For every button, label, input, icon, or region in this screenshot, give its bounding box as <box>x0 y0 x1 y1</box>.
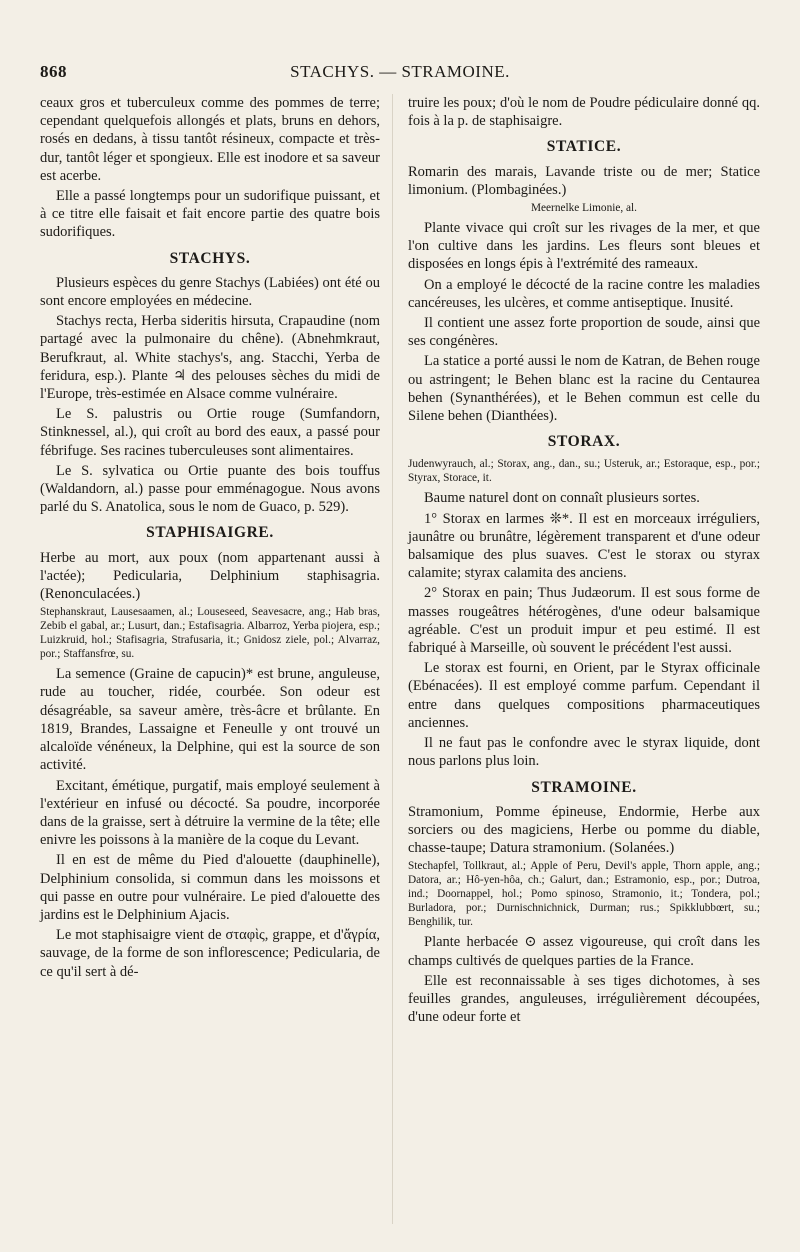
page-header <box>40 62 760 88</box>
paragraph: Stachys recta, Herba sideritis hirsuta, Crapaudine (nom partagé avec la pulmonaire du chêne). (Abnehmkraut, Berufkraut, al. White stachys's, ang. Stacchi, Yerba de feridura, esp.). Plante ♃ des pelouses sèches du midi de l'Europe, très-estimée en Alsace comme vulnéraire. <box>40 313 380 403</box>
paragraph: Le S. palustris ou Ortie rouge (Sumfandorn, Stinknessel, al.), qui croît au bord des eaux, a passé pour fébrifuge. Ses racines tuberculeuses sont alimentaires. <box>40 406 380 459</box>
paragraph: Stramonium, Pomme épineuse, Endormie, Herbe aux sorciers ou des magiciens, Herbe ou pomme du diable, chasse-taupe; Datura stramonium. (Solanées.) <box>408 803 760 857</box>
paragraph: Elle est reconnaissable à ses tiges dichotomes, à ses feuilles grandes, anguleuses, irrégulièrement découpées, d'une odeur forte et <box>408 972 760 1026</box>
paragraph: Il en est de même du Pied d'alouette (dauphinelle), Delphinium consolida, si commun dans les moissons et qui passe en outre pour vulnéraire. Le pied d'alouette des jardins est le Delphinium Ajacis. <box>40 852 380 923</box>
left-column <box>40 94 380 983</box>
paragraph: Le S. sylvatica ou Ortie puante des bois touffus (Waldandorn, al.) passe pour emménagogue. Nous avons parlé du S. Anatolica, sous le nom de Guaco, p. 529). <box>40 462 380 516</box>
paragraph: Plante vivace qui croît sur les rivages de la mer, et que l'on cultive dans les jardins. Les fleurs sont bleues et disposées en longs épis à l'extrémité des rameaux. <box>408 220 760 273</box>
column-gutter <box>392 94 393 1224</box>
right-column <box>408 94 760 1028</box>
paragraph: ceaux gros et tuberculeux comme des pommes de terre; cependant quelquefois allongés et plats, bruns en dehors, rosés en dedans, à tissu tantôt résineux, compacte et très-dur, tantôt léger et spongieux. Elle est inodore et sa saveur est acerbe. <box>40 95 380 184</box>
paragraph: 1° Storax en larmes ❊*. Il est en morceaux irréguliers, jaunâtre ou brunâtre, légèrement transparent et d'une odeur balsamique des plus suaves. C'est le storax ou styrax calamite; styrax calamita des anciens. <box>408 510 760 582</box>
section-heading-statice: STATICE. <box>546 138 622 156</box>
paragraph: Plante herbacée ⊙ assez vigoureuse, qui croît dans les champs cultivés de quelques parties de la France. <box>408 934 760 969</box>
synonyms-block: Judenwyrauch, al.; Storax, ang., dan., su.; Usteruk, ar.; Estoraque, esp., por.; Styrax, Storace, it. <box>408 458 760 485</box>
paragraph: Romarin des marais, Lavande triste ou de mer; Statice limonium. (Plombaginées.) <box>408 163 760 198</box>
paragraph: Herbe au mort, aux poux (nom appartenant aussi à l'actée); Pedicularia, Delphinium staphisagria. (Renonculacées.) <box>40 549 380 603</box>
section-heading-stachys: STACHYS. <box>169 249 251 267</box>
paragraph: La statice a porté aussi le nom de Katran, de Behen rouge ou astringent; le Behen blanc est la racine du Centaurea behen (Synanthérées), et le Behen commun est celle du Silene behen (Dianthées). <box>408 353 760 425</box>
page-number: 868 <box>40 62 67 81</box>
paragraph: 2° Storax en pain; Thus Judæorum. Il est sous forme de masses rougeâtres hétérogènes, d'une odeur balsamique agréable. C'est un produit impur et peu estimé. Il est fabriqué à Marseille, où souvent le précédent l'est aussi. <box>408 585 760 657</box>
paragraph: Il ne faut pas le confondre avec le styrax liquide, dont nous parlons plus loin. <box>408 735 760 770</box>
synonyms-block: Meernelke Limonie, al. <box>530 202 638 215</box>
section-heading-storax: STORAX. <box>547 433 621 451</box>
running-title: STACHYS. — STRAMOINE. <box>290 62 510 81</box>
paragraph: La semence (Graine de capucin)* est brune, anguleuse, rude au toucher, ridée, courbée. Son odeur est désagréable, sa saveur amère, très-âcre et brûlante. En 1819, Brandes, Lassaigne et Feneulle y ont trouvé un alcaloïde vénéneux, la Delphine, qui est la source de son activité. <box>40 666 380 774</box>
paragraph: Il contient une assez forte proportion de soude, ainsi que ses congénères. <box>408 315 760 350</box>
section-heading-staphisaigre: STAPHISAIGRE. <box>146 524 274 542</box>
paragraph: Excitant, émétique, purgatif, mais employé seulement à l'extérieur en infusé ou décocté. Sa poudre, incorporée dans de la graisse, sert à détruire la vermine de la tête; elle enivre les poissons à la manière de la coque du Levant. <box>40 777 380 849</box>
paragraph: Baume naturel dont on connaît plusieurs sortes. <box>424 490 700 507</box>
paragraph: Le mot staphisaigre vient de σταφὶς, grappe, et d'ἄγρία, sauvage, de la forme de son inflorescence; Pedicularia, de ce qu'il sert à dé- <box>40 927 380 980</box>
paragraph: truire les poux; d'où le nom de Poudre pédiculaire donné qq. fois à la p. de staphisaigre. <box>408 95 760 130</box>
paragraph: Plusieurs espèces du genre Stachys (Labiées) ont été ou sont encore employées en médecine. <box>40 274 380 310</box>
paragraph: Le storax est fourni, en Orient, par le Styrax officinale (Ebénacées). Il est employé comme parfum. Cependant il entre dans quelques compositions pharmaceutiques anciennes. <box>408 660 760 731</box>
paragraph: Elle a passé longtemps pour un sudorifique puissant, et à ce titre elle faisait et fait encore partie des quatre bois sudorifiques. <box>40 188 380 241</box>
paragraph: On a employé le décocté de la racine contre les maladies cancéreuses, les ulcères, et comme antiseptique. Inusité. <box>408 276 760 311</box>
synonyms-block: Stephanskraut, Lausesaamen, al.; Louseseed, Seavesacre, ang.; Hab bras, Zebib el gabal, ar.; Lusurt, dan.; Estafisagria. Albarroz, Yerba piojera, esp.; Luizkruid, hol.; Stafisagria, Strafusaria, it.; Gnidosz ziele, pol.; Alvarraz, por.; Staffansfrœ, su. <box>40 606 380 661</box>
synonyms-block: Stechapfel, Tollkraut, al.; Apple of Peru, Devil's apple, Thorn apple, ang.; Datora, ar.; Hô-yen-hôa, ch.; Galurt, dan.; Estramonio, esp., por.; Dutroa, ind.; Doornappel, hol.; Pomo spinoso, Stramonio, it.; Tondera, pol.; Burladora, por.; Durnischnichnick, Durman; rus.; Spikklubbœrt, su.; Benghilik, tur. <box>408 860 760 929</box>
section-heading-stramoine: STRAMOINE. <box>531 778 637 796</box>
